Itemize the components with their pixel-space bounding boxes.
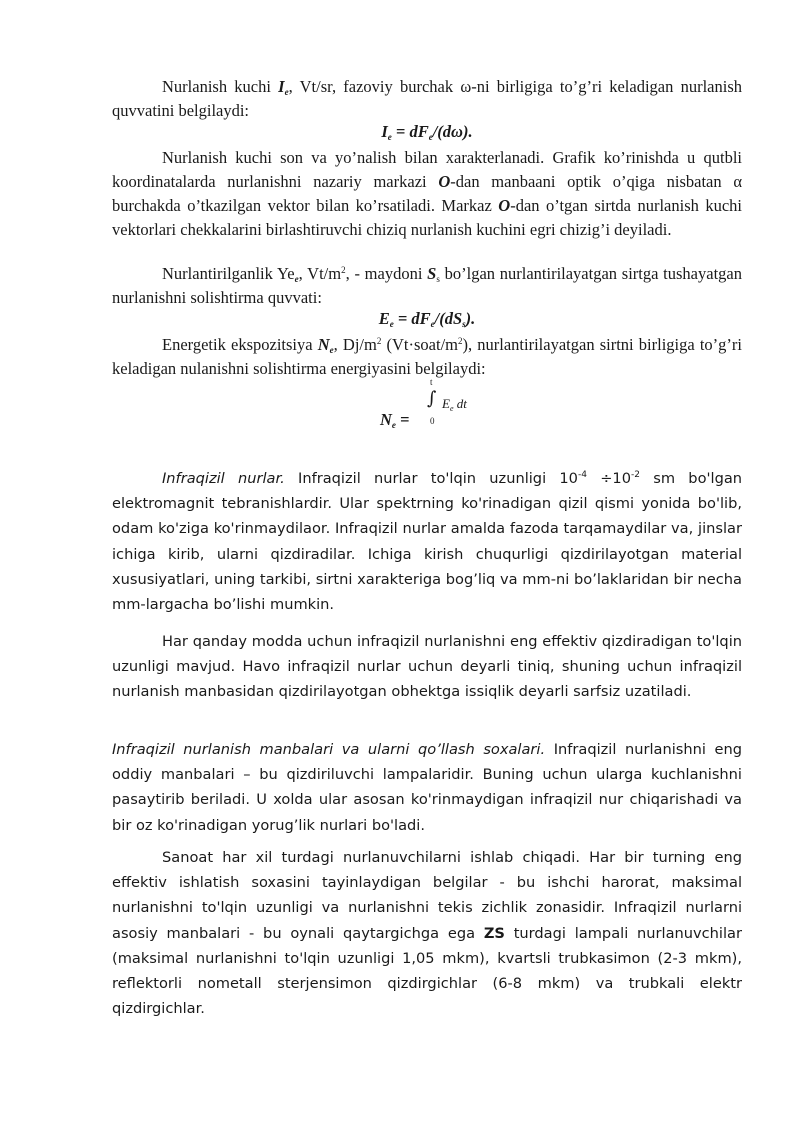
paragraph-infrared-rays: Infraqizil nurlar. Infraqizil nurlar to'lqin uzunligi $10^{-4} \div 10^{-2}$ sm bo'lgan elektromagnit tebranishlardir. Ular spektrning ko'rinadigan qizil qismi yonida bo'lib, odam ko'ziga ko'rinmaydilaor. Infraqizil nurlar amalda fazoda tarqamaydilar va, jinslar ichiga kirib, ularni qizdiradilar. Ichiga kirish chuqurligi qizdirilayotgan material xususiyatlari, uning tarkibi, sirtni xarakteriga bog’liq va mm-ni bo’laklaridan bir necha mm-largacha bo’lishi mumkin. xyxy=(112,470,743,614)
formula-irradiance: $E_e = dF_e/(dS_s)$. xyxy=(378,309,476,329)
section-title-infrared: Infraqizil nurlar. xyxy=(162,470,285,487)
paragraph-irradiance: Nurlantirilganlik $Ye_e$, $Vt/m^2$, - maydoni $S_s$ bo’lgan nurlantirilayatgan sirtga tushayatgan nurlanishni solishtirma quvvati: xyxy=(112,264,742,307)
paragraph-infrared-sources: Infraqizil nurlanish manbalari va ularni qo’llash soxalari. Infraqizil nurlanishni eng oddiy manbalari – bu qizdiriluvchi lampalaridir. Buning uchun ularga kuchlanishni pasaytirib beriladi. U xolda ular asosan ko'rinmaydigan infraqizil nur chiqarishadi va bir oz ko'rinadigan yorug’lik nurlari bo'ladi. xyxy=(112,741,742,834)
integral-upper-limit: t xyxy=(430,377,433,387)
integral-lhs: $N_e$ = xyxy=(380,410,410,430)
paragraph-exposure: Energetik ekspozitsiya $N_e$, $Dj/m^2$ $(Vt\cdot soat/m^2)$, nurlantirilayatgan sirtni birligiga to’g’ri keladigan nulanishni solishtirma energiyasini belgilaydi: xyxy=(112,335,743,378)
paragraph-intensity-curve: Nurlanish kuchi son va yo’nalish bilan xarakterlanadi. Grafik ko’rinishda u qutbli koordinatalarda nurlanishni nazariy markazi O-dan manbaani optik o’qiga nisbatan α burchakda o’tkazilgan vektor bilan ko’rsatiladi. Markaz O-dan o’tgan sirtda nurlanish kuchi vektorlari chekkalarini birlashtiruvchi chiziq nurlanish kuchini egri chizig’i deyiladi. xyxy=(112,148,742,239)
integral-lower-limit: 0 xyxy=(430,416,435,426)
paragraph-industrial-emitters: Sanoat har xil turdagi nurlanuvchilarni ishlab chiqadi. Har bir turning eng effektiv ishlatish soxasini tayinlaydigan belgilar - bu ishchi harorat, maksimal nurlanishni to'lqin uzunligi va nurlanishni tekis zichlik zonasidir. Infraqizil nurlarni asosiy manbalari - bu oynali qaytargichga ega ZS turdagi lampali nurlanuvchilar (maksimal nurlanishni to'lqin uzunligi 1,05 mkm), kvartsli trubkasimon (2-3 mkm), reflektorli nometall sterjensimon qizdirgichlar (6-8 mkm) va trubkali elektr qizdirgichlar. xyxy=(112,849,742,1018)
section-title-sources: Infraqizil nurlanish manbalari va ularni qo’llash soxalari. xyxy=(112,741,546,758)
formula-exposure-integral xyxy=(380,376,520,432)
paragraph-effective-wavelength: Har qanday modda uchun infraqizil nurlanishni eng effektiv qizdiradigan to'lqin uzunligi mavjud. Havo infraqizil nurlar uchun deyarli tiniq, shuning uchun infraqizil nurlanish manbasidan qizdirilayotgan obhektga issiqlik deyarli sarfsiz uzatiladi. xyxy=(112,633,742,701)
integral-integrand: $E_e$ dt xyxy=(442,396,467,413)
paragraph-radiation-intensity: Nurlanish kuchi $I_e$, Vt/sr, fazoviy burchak ω-ni birligiga to’g’ri keladigan nurlanish quvvatini belgilaydi: xyxy=(112,77,742,120)
integral-sign: ∫ xyxy=(427,388,437,409)
formula-intensity: $I_e = dF_e/(d\omega)$. xyxy=(381,122,473,142)
